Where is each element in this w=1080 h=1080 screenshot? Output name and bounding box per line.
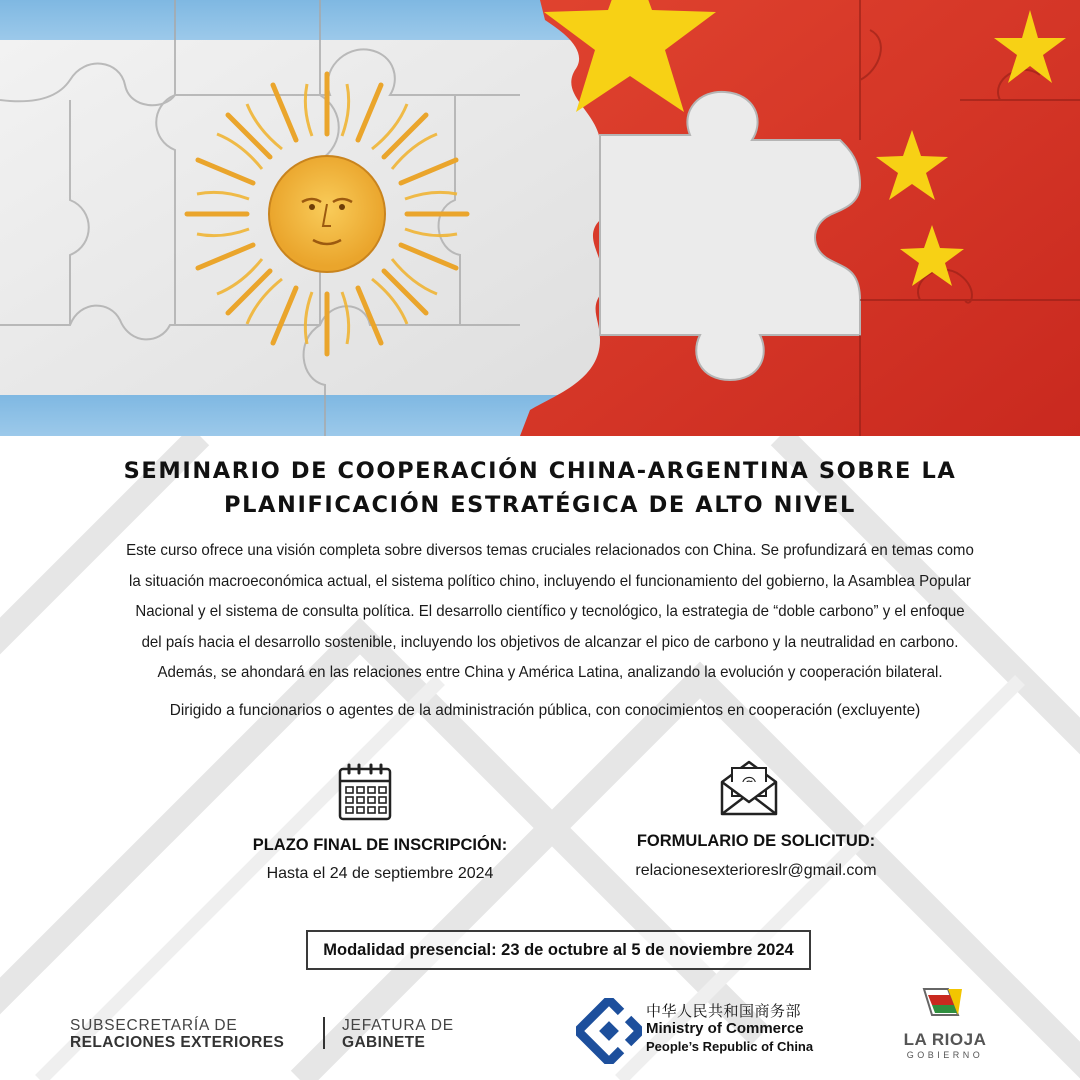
modality-dates-text: Modalidad presencial: 23 de octubre al 5 de noviembre 2024 <box>323 940 794 959</box>
mofcom-logo-text <box>646 1002 813 1056</box>
jefatura-logo <box>342 1017 454 1051</box>
description-line: Además, se ahondará en las relaciones entre China y América Latina, analizando la evolución y cooperación bilateral. <box>157 664 943 681</box>
subsecretaria-line-2: RELACIONES EXTERIORES <box>70 1034 285 1051</box>
jefatura-line-1: JEFATURA DE <box>342 1017 454 1034</box>
application-form-label: FORMULARIO DE SOLICITUD: <box>636 832 876 850</box>
la-rioja-emblem-icon <box>918 985 966 1027</box>
mofcom-english-name: Ministry of Commerce <box>646 1020 804 1037</box>
subsecretaria-logo <box>70 1017 284 1051</box>
logo-divider <box>323 1017 325 1049</box>
mofcom-chinese-name: 中华人民共和国商务部 <box>646 1002 802 1020</box>
description-line: Nacional y el sistema de consulta política. El desarrollo científico y tecnológico, la estrategia de “doble carbono” y el enfoque <box>135 603 965 620</box>
description-line: Este curso ofrece una visión completa sobre diversos temas cruciales relacionados con China. Se profundizará en temas como <box>126 542 974 559</box>
subsecretaria-line-1: SUBSECRETARÍA DE <box>70 1017 238 1034</box>
description-line: la situación macroeconómica actual, el sistema político chino, incluyendo el funcionamiento del gobierno, la Asamblea Popular <box>129 572 971 590</box>
hero-flags-puzzle-image <box>0 0 1080 436</box>
mofcom-country-name: People’s Republic of China <box>646 1039 814 1054</box>
calendar-icon <box>337 762 393 822</box>
description-line: del país hacia el desarrollo sostenible, incluyendo los objetivos de alcanzar el pico de carbono y la neutralidad en carbono. <box>141 633 959 651</box>
la-rioja-name: LA RIOJA <box>903 1030 987 1049</box>
mofcom-emblem-icon <box>576 998 642 1064</box>
background-pattern <box>0 436 1080 1080</box>
email-envelope-icon <box>718 758 780 818</box>
jefatura-line-2: GABINETE <box>342 1034 426 1051</box>
modality-dates-box <box>306 930 811 970</box>
page-title-line-1: SEMINARIO DE COOPERACIÓN CHINA-ARGENTINA SOBRE LA <box>123 458 957 484</box>
la-rioja-gobierno: GOBIERNO <box>906 1050 984 1060</box>
course-description <box>89 536 1010 689</box>
target-audience-text: Dirigido a funcionarios o agentes de la administración pública, con conocimientos en cooperación (excluyente) <box>169 702 921 719</box>
deadline-label: PLAZO FINAL DE INSCRIPCIÓN: <box>252 836 508 854</box>
page-title-line-2: PLANIFICACIÓN ESTRATÉGICA DE ALTO NIVEL <box>224 492 856 518</box>
application-email-link[interactable]: relacionesexterioreslr@gmail.com <box>635 862 877 879</box>
deadline-value: Hasta el 24 de septiembre 2024 <box>266 865 494 882</box>
